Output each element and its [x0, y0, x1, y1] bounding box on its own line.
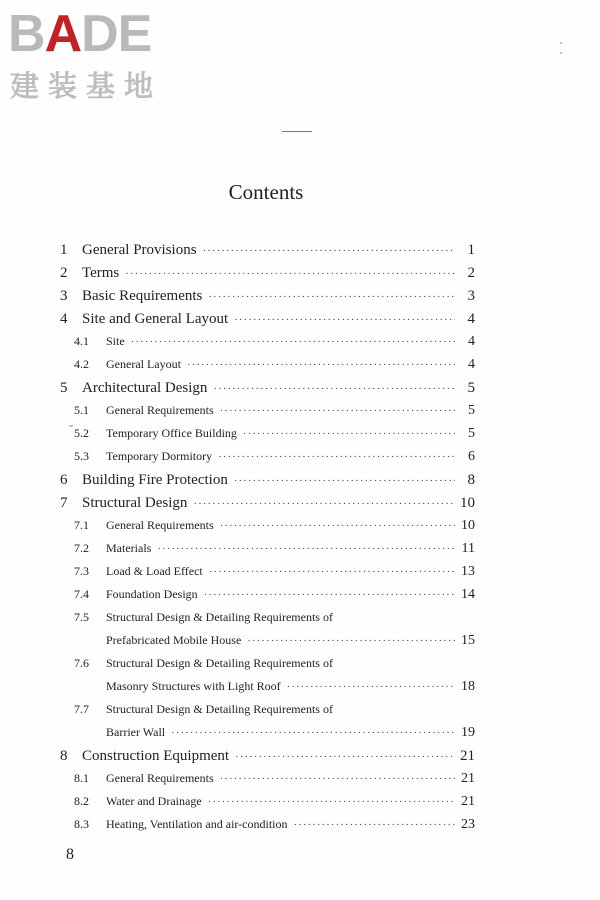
toc-subentry-continuation[interactable]: Barrier Wall ····· 19: [60, 725, 475, 748]
toc-subentry[interactable]: 4.2 General Layout ····· 4: [60, 357, 475, 380]
toc-subentry[interactable]: 7.4 Foundation Design ····· 14: [60, 587, 475, 610]
logo-chinese-text: 建装基地: [10, 69, 163, 103]
scan-speck: [560, 42, 562, 44]
toc-entry[interactable]: 1 General Provisions ····· 1: [60, 242, 475, 265]
toc-subentry[interactable]: 8.3 Heating, Ventilation and air-condition ····· 23: [60, 817, 475, 840]
toc-subentry[interactable]: 8.1 General Requirements ····· 21: [60, 771, 475, 794]
page-title: Contents: [228, 180, 304, 204]
toc-subentry[interactable]: 7.3 Load & Load Effect ····· 13: [60, 564, 475, 587]
toc-subentry-continuation[interactable]: Prefabricated Mobile House ····· 15: [60, 633, 475, 656]
toc-entry[interactable]: 4 Site and General Layout ····· 4: [60, 311, 475, 334]
toc-entry[interactable]: 5 Architectural Design ····· 5: [60, 380, 475, 403]
toc-subentry[interactable]: 7.2 Materials ····· 11: [60, 541, 475, 564]
toc-subentry[interactable]: 5.1 General Requirements ····· 5: [60, 403, 475, 426]
scan-speck: [560, 52, 562, 54]
table-of-contents: [60, 242, 475, 840]
brand-logo: [8, 4, 178, 103]
toc-subentry[interactable]: 4.1 Site ····· 4: [60, 334, 475, 357]
page-number: 8: [66, 846, 74, 863]
toc-subentry[interactable]: 8.2 Water and Drainage ····· 21: [60, 794, 475, 817]
toc-entry[interactable]: 8 Construction Equipment ····· 21: [60, 748, 475, 771]
toc-subentry[interactable]: 5.2 Temporary Office Building ····· 5: [60, 426, 475, 449]
toc-entry[interactable]: 2 Terms ····· 2: [60, 265, 475, 288]
toc-subentry[interactable]: 7.5 Structural Design & Detailing Requirements of: [74, 610, 333, 624]
toc-subentry[interactable]: 5.3 Temporary Dormitory ····· 6: [60, 449, 475, 472]
logo-wordmark: BADE: [8, 5, 152, 63]
toc-subentry[interactable]: 7.6 Structural Design & Detailing Requirements of: [74, 656, 333, 670]
toc-entry[interactable]: 3 Basic Requirements ····· 3: [60, 288, 475, 311]
toc-subentry[interactable]: 7.1 General Requirements ····· 10: [60, 518, 475, 541]
toc-subentry-continuation[interactable]: Masonry Structures with Light Roof ····· 18: [60, 679, 475, 702]
scan-mark: ": [69, 424, 74, 435]
toc-entry[interactable]: 6 Building Fire Protection ····· 8: [60, 472, 475, 495]
toc-entry[interactable]: 7 Structural Design ····· 10: [60, 495, 475, 518]
toc-subentry[interactable]: 7.7 Structural Design & Detailing Requirements of: [74, 702, 333, 716]
header-dash: [282, 131, 312, 132]
